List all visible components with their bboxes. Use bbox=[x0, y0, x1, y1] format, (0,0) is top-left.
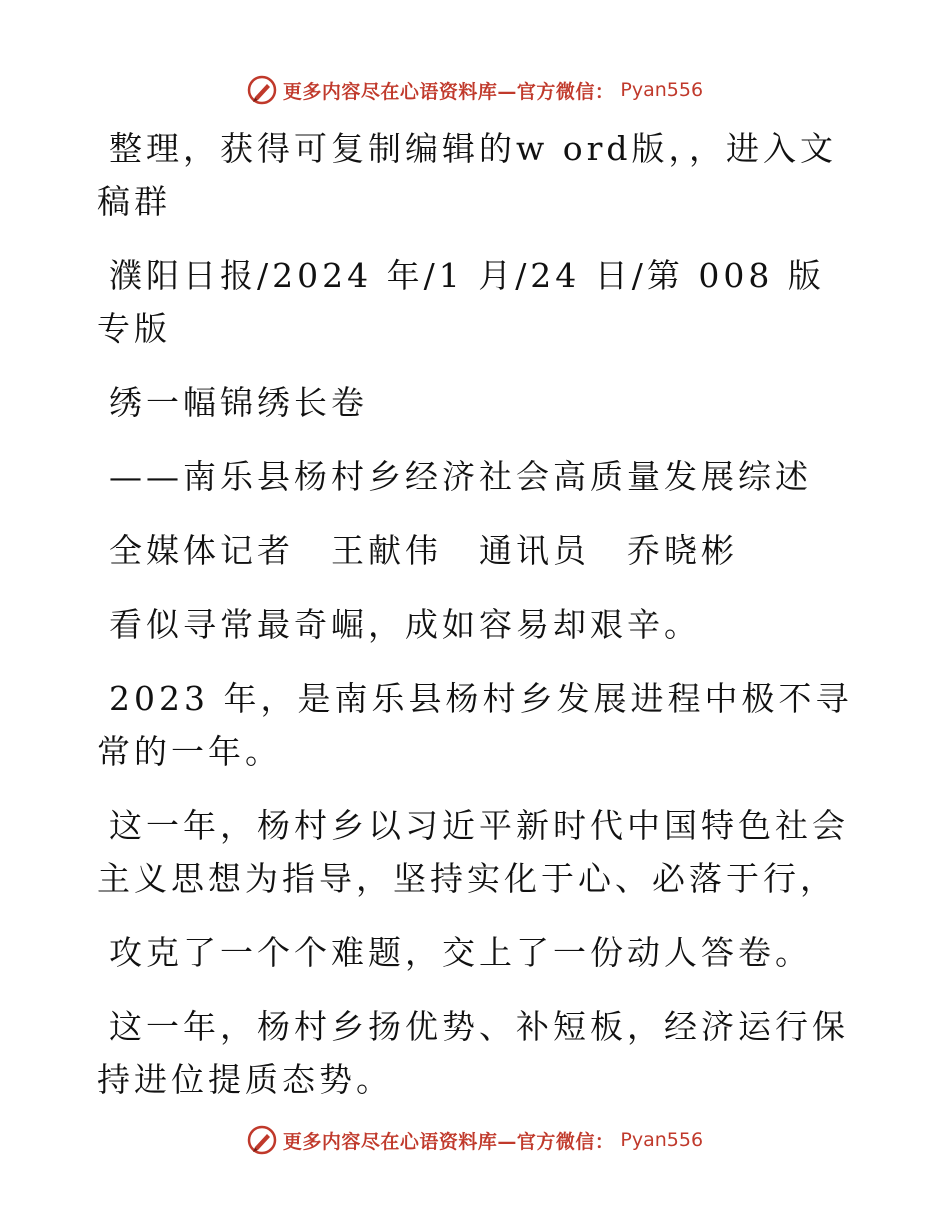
paragraph-notice: 整理，获得可复制编辑的w ord版，，进入文稿群 bbox=[97, 129, 838, 221]
paragraph-body: 这一年，杨村乡扬优势、补短板，经济运行保持进位提质态势。 bbox=[97, 1007, 849, 1099]
article-title: 绣一幅锦绣长卷 bbox=[109, 383, 368, 422]
banner-text: 更多内容尽在心语资料库—官方微信： bbox=[282, 80, 615, 103]
banner-wechat-id: Pyan556 bbox=[620, 79, 704, 101]
paragraph-body: 这一年，杨村乡以习近平新时代中国特色社会主义思想为指导，坚持实化于心、必落于行， bbox=[97, 806, 849, 898]
paragraph-source: 濮阳日报/2024 年/1 月/24 日/第 008 版专版 bbox=[97, 256, 825, 348]
paragraph-body: 2023 年，是南乐县杨村乡发展进程中极不寻常的一年。 bbox=[97, 679, 853, 771]
pen-logo-icon bbox=[247, 75, 277, 105]
banner-text: 更多内容尽在心语资料库—官方微信： bbox=[282, 1130, 615, 1153]
header-watermark-banner bbox=[0, 70, 950, 110]
banner-wechat-id: Pyan556 bbox=[620, 1129, 704, 1151]
paragraph-body: 看似寻常最奇崛，成如容易却艰辛。 bbox=[109, 605, 701, 644]
pen-logo-icon bbox=[247, 1125, 277, 1155]
article-subtitle: ——南乐县杨村乡经济社会高质量发展综述 bbox=[109, 457, 812, 496]
document-body bbox=[97, 122, 857, 1127]
footer-watermark-banner bbox=[0, 1120, 950, 1160]
paragraph-body: 攻克了一个个难题，交上了一份动人答卷。 bbox=[109, 933, 812, 972]
article-byline: 全媒体记者 王献伟 通讯员 乔晓彬 bbox=[109, 531, 738, 570]
